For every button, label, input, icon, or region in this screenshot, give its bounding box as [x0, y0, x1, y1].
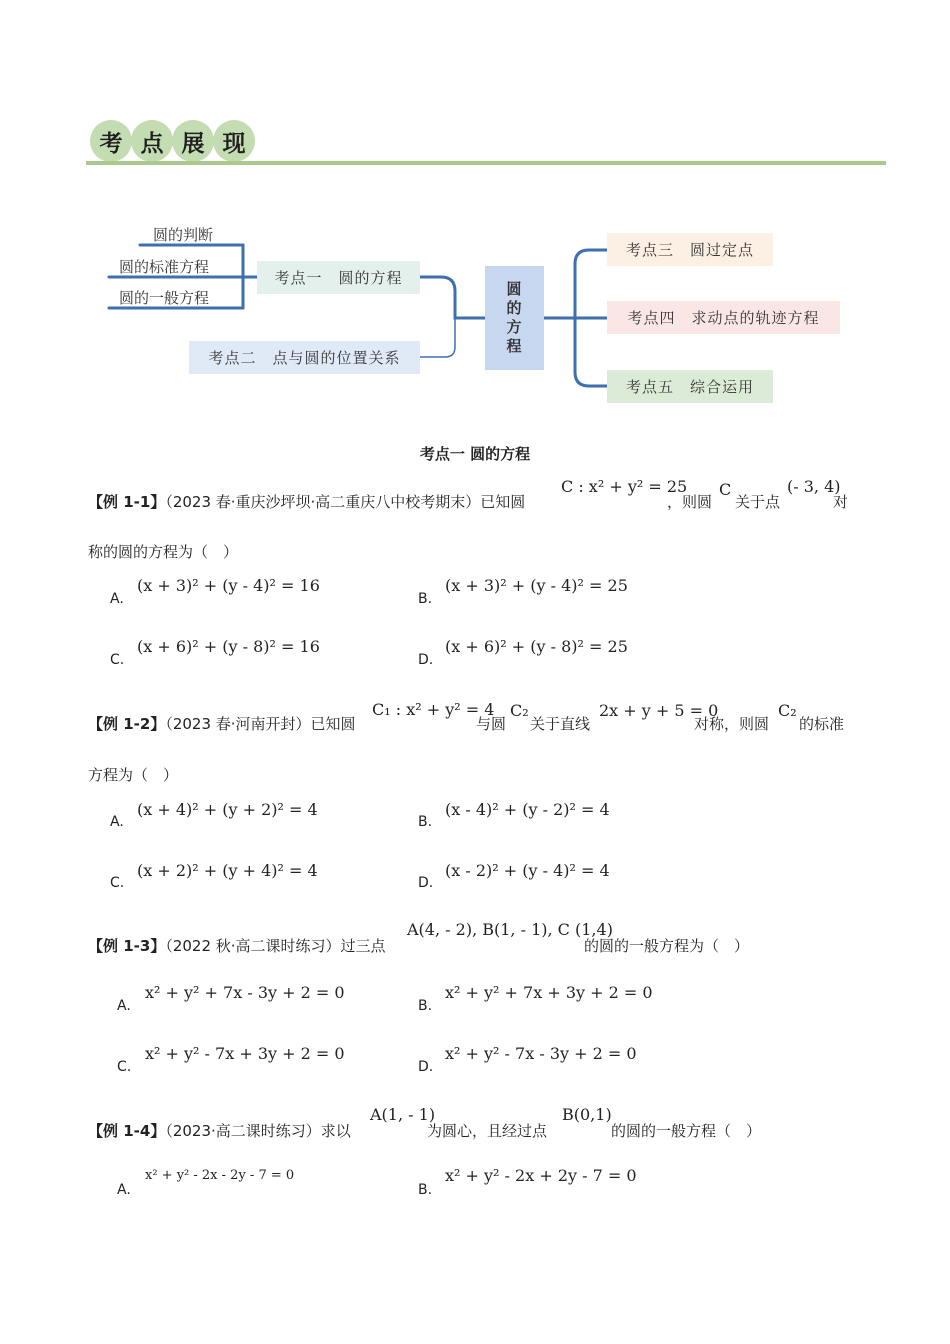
example-1-3-line1: [88, 935, 386, 956]
mindmap-center-node: [485, 266, 544, 370]
example-text: ，则圆: [667, 493, 713, 511]
example-label: 【例 1-4】: [88, 1122, 166, 1140]
math-expr: C₂: [510, 701, 529, 720]
mindmap-leaf-judge: 圆的判断: [153, 226, 214, 244]
option-letter: C.: [117, 1059, 132, 1075]
example-label: 【例 1-3】: [88, 937, 166, 955]
option-letter: B.: [418, 814, 433, 830]
option-letter: A.: [117, 1182, 131, 1198]
option-expr: x² + y² + 7x - 3y + 2 = 0: [145, 983, 345, 1002]
example-1-2-line1: [88, 713, 356, 734]
option-expr: (x + 6)² + (y - 8)² = 25: [445, 637, 628, 656]
example-text: 称的圆的方程为（ ）: [88, 543, 239, 561]
option-expr: (x - 2)² + (y - 4)² = 4: [445, 861, 610, 880]
option-letter: D.: [418, 1059, 434, 1075]
option-expr: x² + y² - 7x - 3y + 2 = 0: [445, 1044, 637, 1063]
center-char: 圆: [506, 280, 523, 298]
math-expr: 2x + y + 5 = 0: [599, 701, 719, 720]
option-expr: x² + y² - 2x - 2y - 7 = 0: [145, 1168, 295, 1183]
option-expr: x² + y² - 7x + 3y + 2 = 0: [145, 1044, 345, 1063]
center-char: 的: [506, 299, 523, 317]
example-text: 关于直线: [530, 715, 591, 733]
center-char: 程: [506, 337, 523, 355]
option-expr: x² + y² + 7x + 3y + 2 = 0: [445, 983, 653, 1002]
option-letter: B.: [418, 998, 433, 1014]
section-title: 考点一 圆的方程: [419, 445, 531, 463]
option-expr: (x + 2)² + (y + 4)² = 4: [137, 861, 318, 880]
option-letter: D.: [418, 652, 434, 668]
mindmap-leaf-standard: 圆的标准方程: [119, 258, 210, 276]
example-text: 对: [833, 493, 849, 511]
example-source: （2023 春·重庆沙坪坝·高二重庆八中校考期末）已知圆: [165, 493, 526, 511]
option-letter: B.: [418, 591, 433, 607]
math-expr: C₁ : x² + y² = 4: [372, 700, 495, 719]
header-char: 考: [90, 120, 132, 162]
math-expr: A(1, - 1): [370, 1105, 436, 1124]
option-expr: (x + 3)² + (y - 4)² = 16: [137, 576, 320, 595]
option-letter: A.: [110, 591, 124, 607]
option-letter: D.: [418, 875, 434, 891]
header-divider: [86, 161, 886, 165]
example-text: 方程为（ ）: [88, 766, 179, 784]
option-expr: (x + 6)² + (y - 8)² = 16: [137, 637, 320, 656]
option-letter: A.: [117, 998, 131, 1014]
mindmap-node-5: 考点五 综合运用: [607, 370, 773, 403]
example-text: 关于点: [735, 493, 781, 511]
option-expr: x² + y² - 2x + 2y - 7 = 0: [445, 1166, 637, 1185]
example-1-4-line1: [88, 1120, 351, 1141]
example-label: 【例 1-2】: [88, 715, 166, 733]
example-1-1-line1: [88, 491, 525, 512]
math-expr: A(4, - 2), B(1, - 1), C (1,4): [407, 920, 613, 939]
option-expr: (x + 3)² + (y - 4)² = 25: [445, 576, 628, 595]
math-expr: (- 3, 4): [787, 477, 841, 496]
mindmap-node-3: 考点三 圆过定点: [607, 233, 773, 266]
mindmap-node-4: 考点四 求动点的轨迹方程: [607, 301, 840, 334]
example-source: （2022 秋·高二课时练习）过三点: [165, 937, 386, 955]
example-text: 对称，则圆: [694, 715, 770, 733]
math-expr: C: [719, 480, 732, 499]
example-source: （2023·高二课时练习）求以: [165, 1122, 351, 1140]
example-text: 为圆心，且经过点: [427, 1122, 548, 1140]
option-expr: (x - 4)² + (y - 2)² = 4: [445, 800, 610, 819]
example-text: 的圆的一般方程（ ）: [611, 1122, 762, 1140]
math-expr: B(0,1): [562, 1105, 612, 1124]
math-expr: C₂: [778, 701, 797, 720]
header-char: 现: [213, 120, 255, 162]
mindmap-leaf-general: 圆的一般方程: [119, 289, 210, 307]
mindmap-node-1: 考点一 圆的方程: [257, 261, 420, 294]
mindmap-node-2: 考点二 点与圆的位置关系: [189, 341, 420, 374]
header-char: 展: [172, 120, 214, 162]
option-letter: B.: [418, 1182, 433, 1198]
header-char: 点: [131, 120, 173, 162]
center-char: 方: [506, 318, 523, 336]
example-text: 的圆的一般方程为（ ）: [584, 937, 750, 955]
option-letter: A.: [110, 814, 124, 830]
example-source: （2023 春·河南开封）已知圆: [165, 715, 356, 733]
option-letter: C.: [110, 652, 125, 668]
option-letter: C.: [110, 875, 125, 891]
math-expr: C : x² + y² = 25: [561, 477, 688, 496]
example-text: 与圆: [476, 715, 507, 733]
example-text: 的标准: [799, 715, 845, 733]
option-expr: (x + 4)² + (y + 2)² = 4: [137, 800, 318, 819]
example-label: 【例 1-1】: [88, 493, 166, 511]
